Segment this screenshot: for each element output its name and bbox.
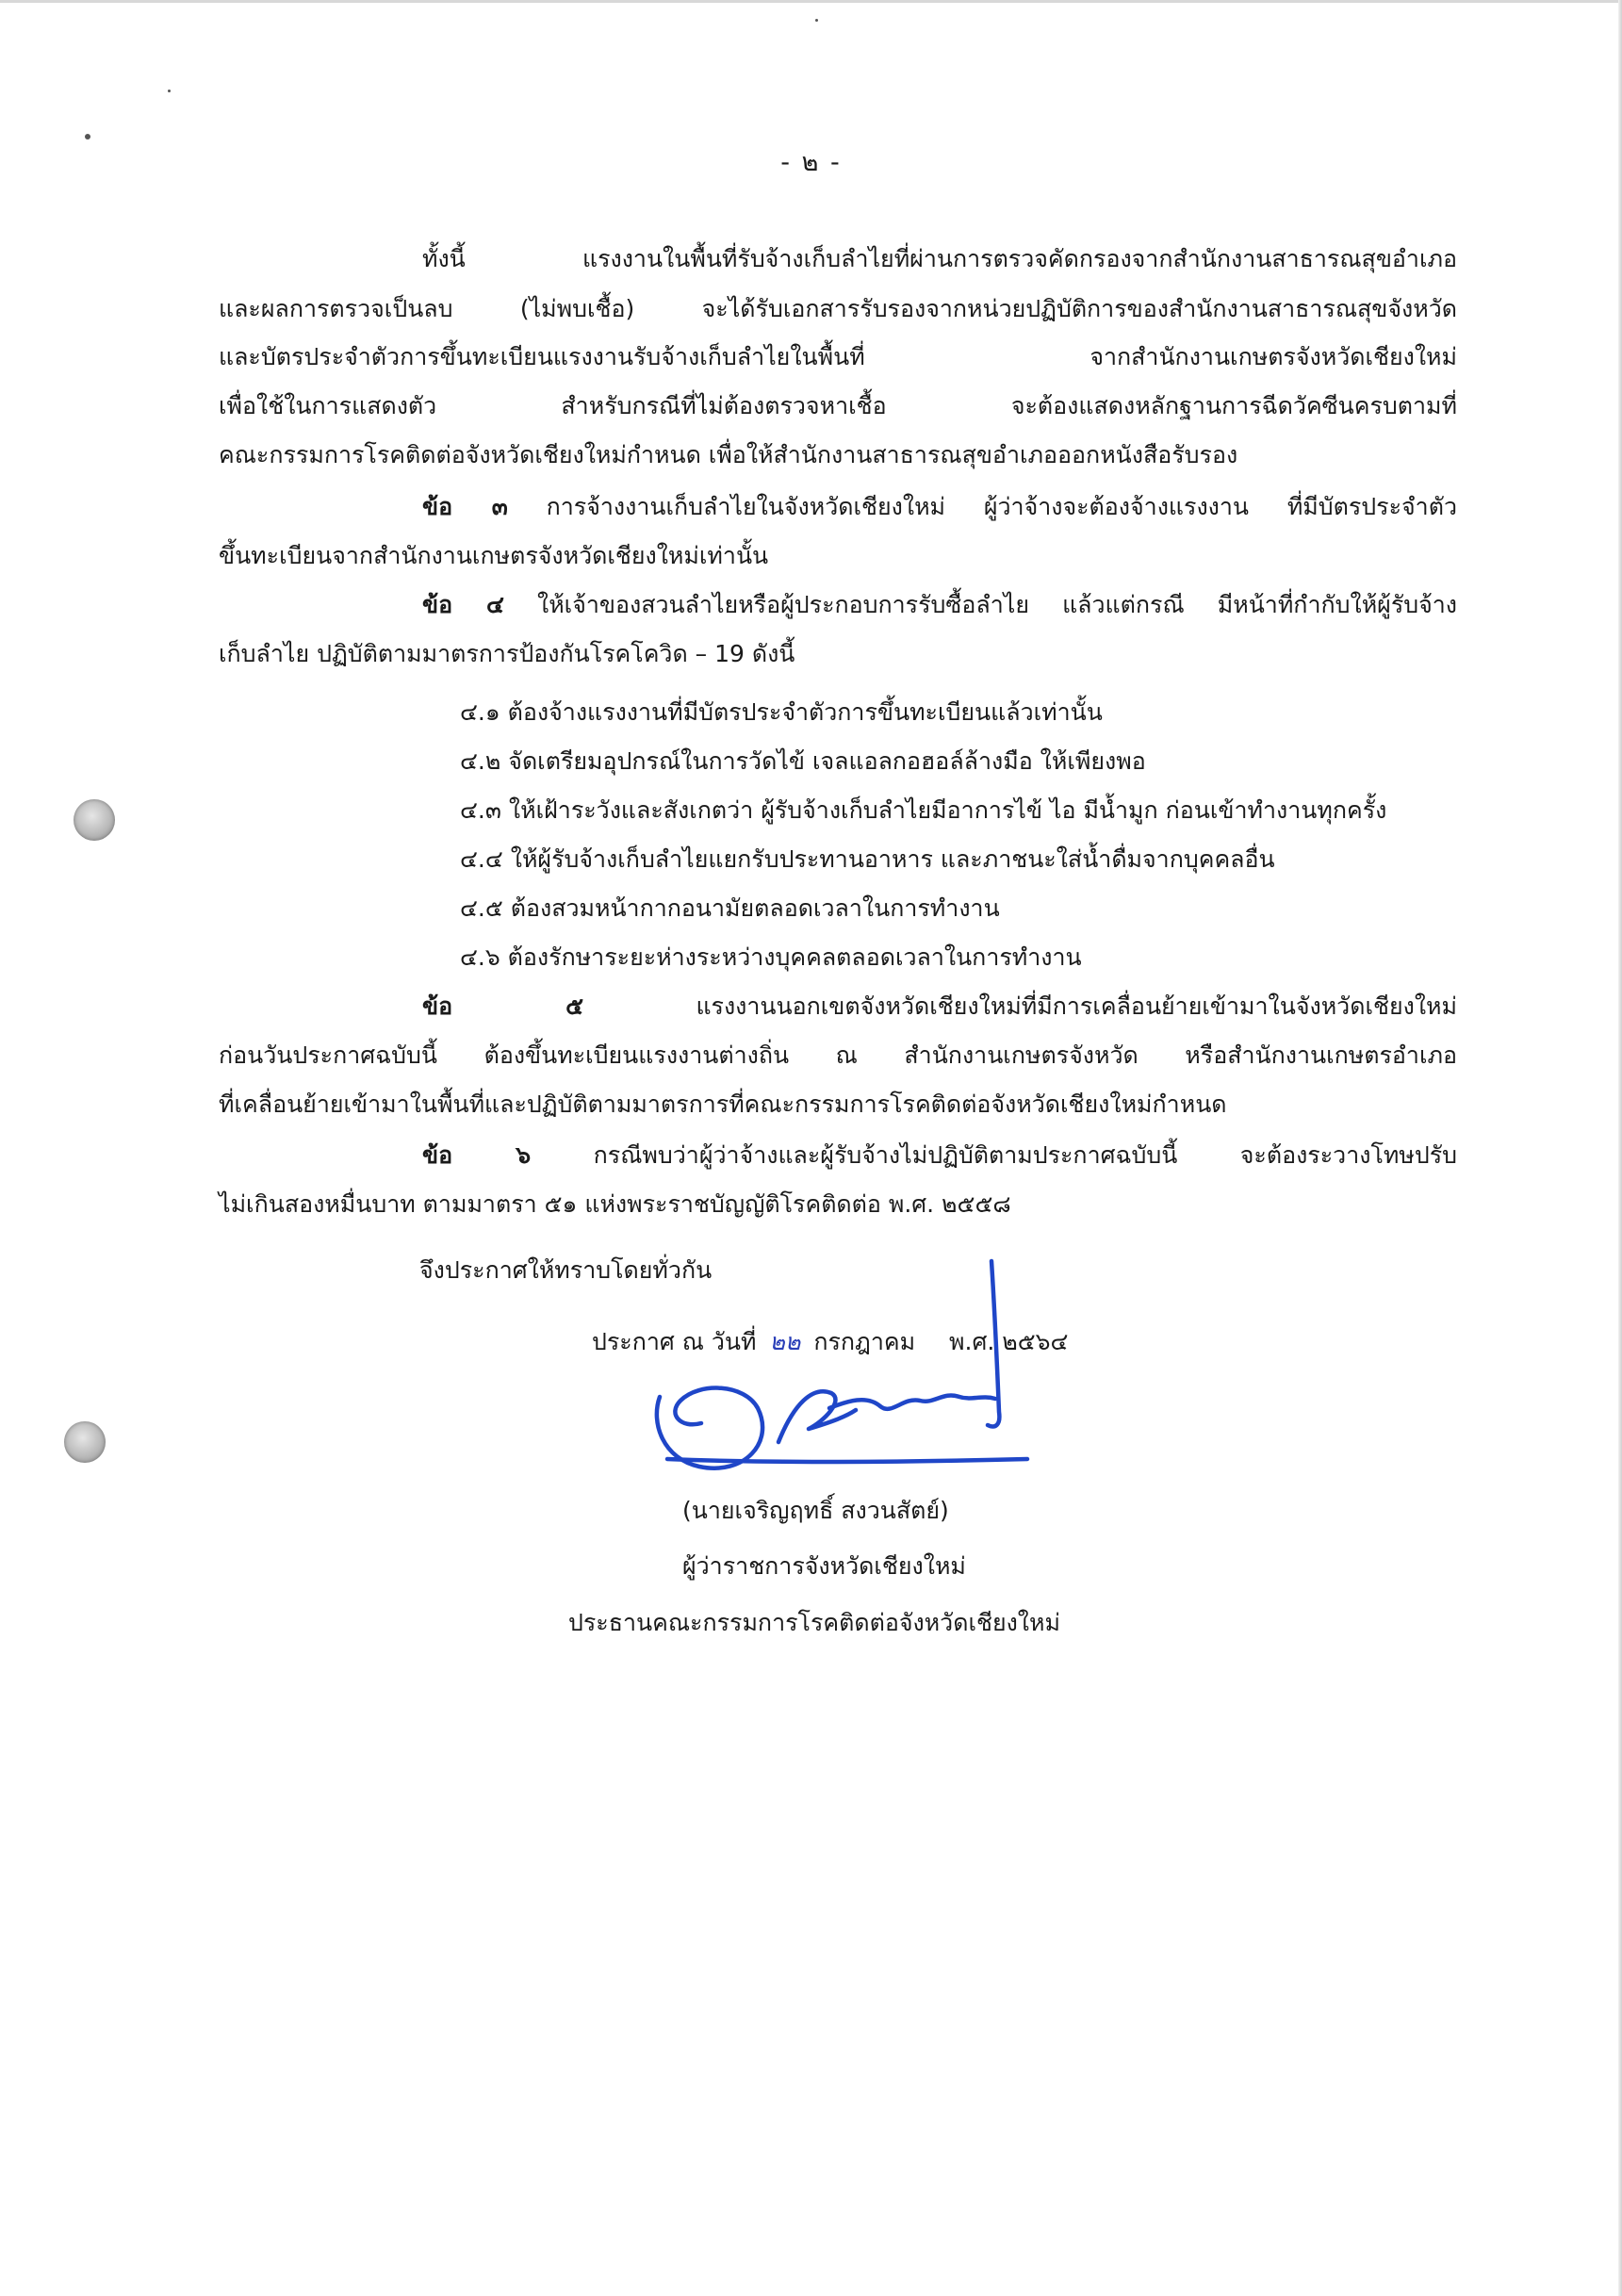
clause-4-label: ข้อ ๔ xyxy=(422,591,504,618)
page-number: - ๒ - xyxy=(780,148,842,177)
paragraph-line: ทั้งนี้ แรงงานในพื้นที่รับจ้างเก็บลำไยที่ผ่านการตรวจคัดกรองจากสำนักงานสาธารณสุขอำเภอ xyxy=(422,245,1457,272)
paragraph-line: และบัตรประจำตัวการขึ้นทะเบียนแรงงานรับจ้างเก็บลำไยในพื้นที่ จากสำนักงานเกษตรจังหวัดเชียงใหม่ xyxy=(219,343,1457,370)
clause-5-line: ก่อนวันประกาศฉบับนี้ ต้องขึ้นทะเบียนแรงงานต่างถิ่น ณ สำนักงานเกษตรจังหวัด หรือสำนักงานเกษตรอำเภอ xyxy=(219,1041,1457,1069)
signatory-position: ผู้ว่าราชการจังหวัดเชียงใหม่ xyxy=(682,1552,966,1580)
announcement: จึงประกาศให้ทราบโดยทั่วกัน xyxy=(419,1256,713,1284)
date-line xyxy=(592,1325,1068,1359)
paragraph-line: และผลการตรวจเป็นลบ (ไม่พบเชื้อ) จะได้รับเอกสารรับรองจากหน่วยปฏิบัติการของสำนักงานสาธารณสุขจังหวัด xyxy=(219,295,1457,322)
page-edge-right xyxy=(1618,0,1622,2296)
clause-3-line xyxy=(422,490,1457,524)
clause-3-text: การจ้างงานเก็บลำไยในจังหวัดเชียงใหม่ ผู้ว่าจ้างจะต้องจ้างแรงงาน ที่มีบัตรประจำตัว xyxy=(546,493,1457,520)
clause-4-item: ๔.๓ ให้เฝ้าระวังและสังเกตว่า ผู้รับจ้างเก็บลำไยมีอาการไข้ ไอ มีน้ำมูก ก่อนเข้าทำงานทุกครั้ง xyxy=(460,796,1387,824)
page-edge-top xyxy=(0,0,1622,3)
clause-4-line xyxy=(422,588,1457,622)
date-day-handwritten: ๒๒ xyxy=(769,1328,801,1355)
signature-stroke xyxy=(778,1391,856,1442)
clause-5-label: ข้อ ๕ xyxy=(422,992,584,1020)
clause-3-label: ข้อ ๓ xyxy=(422,493,508,520)
clause-6-text: กรณีพบว่าผู้ว่าจ้างและผู้รับจ้างไม่ปฏิบัติตามประกาศฉบับนี้ จะต้องระวางโทษปรับ xyxy=(593,1141,1457,1169)
clause-5-line: ที่เคลื่อนย้ายเข้ามาในพื้นที่และปฏิบัติตามมาตรการที่คณะกรรมการโรคติดต่อจังหวัดเชียงใหม่กำหนด xyxy=(219,1091,1227,1118)
clause-3-line: ขึ้นทะเบียนจากสำนักงานเกษตรจังหวัดเชียงใหม่เท่านั้น xyxy=(219,542,769,569)
signatory-name: (นายเจริญฤทธิ์ สงวนสัตย์) xyxy=(682,1497,949,1524)
signature-stroke xyxy=(829,1395,995,1408)
signatory-role: ประธานคณะกรรมการโรคติดต่อจังหวัดเชียงใหม่ xyxy=(568,1609,1060,1636)
signature-stroke xyxy=(657,1388,762,1468)
paragraph-line: เพื่อใช้ในการแสดงตัว สำหรับกรณีที่ไม่ต้องตรวจหาเชื้อ จะต้องแสดงหลักฐานการฉีดวัคซีนครบตามที่ xyxy=(219,392,1457,419)
clause-5-text: แรงงานนอกเขตจังหวัดเชียงใหม่ที่มีการเคลื่อนย้ายเข้ามาในจังหวัดเชียงใหม่ xyxy=(696,992,1457,1020)
clause-6-line: ไม่เกินสองหมื่นบาท ตามมาตรา ๕๑ แห่งพระราชบัญญัติโรคติดต่อ พ.ศ. ๒๕๕๘ xyxy=(219,1190,1011,1218)
clause-5-line xyxy=(422,990,1457,1024)
paragraph-line: คณะกรรมการโรคติดต่อจังหวัดเชียงใหม่กำหนด เพื่อให้สำนักงานสาธารณสุขอำเภอออกหนังสือรับรอง xyxy=(219,441,1238,468)
clause-4-item: ๔.๔ ให้ผู้รับจ้างเก็บลำไยแยกรับประทานอาหาร และภาชนะใส่น้ำดื่มจากบุคคลอื่น xyxy=(460,845,1275,873)
clause-4-item: ๔.๑ ต้องจ้างแรงงานที่มีบัตรประจำตัวการขึ้นทะเบียนแล้วเท่านั้น xyxy=(460,698,1103,726)
clause-4-line: เก็บลำไย ปฏิบัติตามมาตรการป้องกันโรคโควิด – 19 ดังนี้ xyxy=(219,640,795,667)
clause-4-text: ให้เจ้าของสวนลำไยหรือผู้ประกอบการรับซื้อลำไย แล้วแต่กรณี มีหน้าที่กำกับให้ผู้รับจ้าง xyxy=(537,591,1458,618)
signature-stroke xyxy=(667,1459,1027,1462)
clause-4-item: ๔.๕ ต้องสวมหน้ากากอนามัยตลอดเวลาในการทำงาน xyxy=(460,894,1000,922)
date-prefix: ประกาศ ณ วันที่ xyxy=(592,1328,757,1355)
scan-speck xyxy=(168,90,171,92)
scan-speck xyxy=(815,19,818,22)
clause-6-line xyxy=(422,1139,1457,1173)
punch-hole-lower xyxy=(64,1421,106,1463)
clause-4-item: ๔.๒ จัดเตรียมอุปกรณ์ในการวัดไข้ เจลแอลกอฮอล์ล้างมือ ให้เพียงพอ xyxy=(460,747,1146,775)
clause-6-label: ข้อ ๖ xyxy=(422,1141,532,1169)
clause-4-item: ๔.๖ ต้องรักษาระยะห่างระหว่างบุคคลตลอดเวลาในการทำงาน xyxy=(460,943,1082,971)
date-month: กรกฎาคม xyxy=(813,1328,916,1355)
date-year: พ.ศ. ๒๕๖๔ xyxy=(949,1328,1069,1355)
scan-speck xyxy=(85,134,90,139)
punch-hole-upper xyxy=(74,799,115,841)
